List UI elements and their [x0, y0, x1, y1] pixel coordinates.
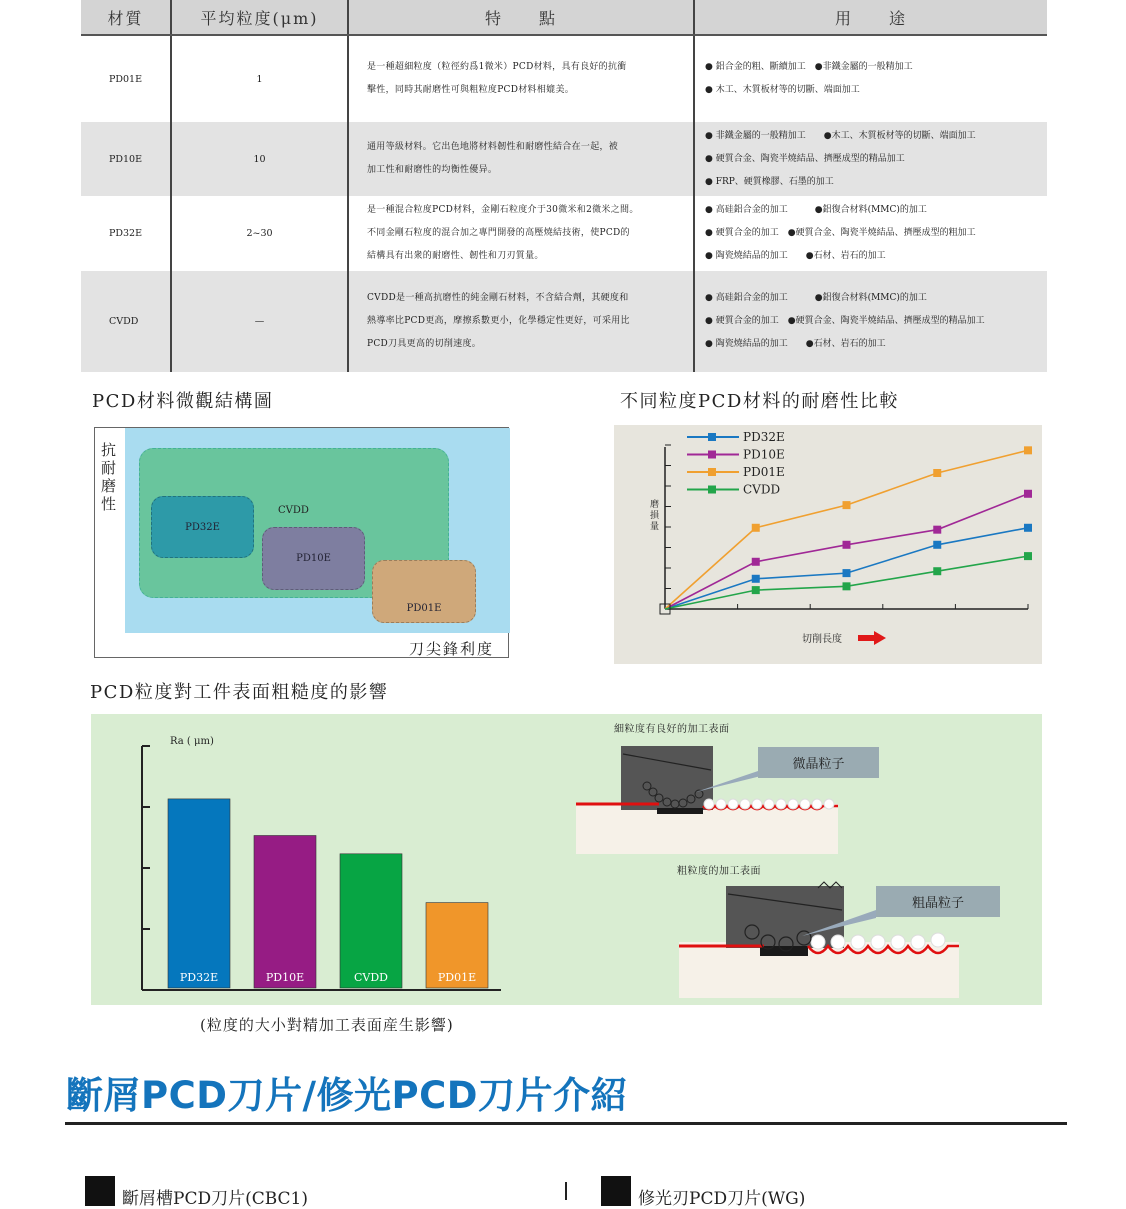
bar-pd32e — [168, 799, 230, 988]
header-material: 材質 — [81, 0, 172, 34]
table-header — [81, 0, 1047, 36]
pd32e-region — [151, 496, 254, 558]
wear-x-label: 切削長度 — [802, 634, 842, 645]
arrow-right-icon — [858, 631, 886, 645]
data-point — [843, 582, 851, 590]
fine-grain-label: 微晶粒子 — [758, 747, 879, 778]
wear-y-label: 磨損量 — [648, 499, 658, 532]
data-point — [843, 541, 851, 549]
table-row — [81, 36, 1047, 122]
uses-line: ● 陶瓷燒結品的加工 ●石材、岩石的加工 — [705, 251, 886, 261]
features-line: 通用等級材料。它出色地將材料韌性和耐磨性結合在一起，被 — [367, 142, 619, 152]
legend-marker — [708, 451, 716, 459]
data-point — [933, 541, 941, 549]
uses-line: ● 硬質合金的加工 ●硬質合金、陶瓷半燒結品、擠壓成型的精品加工 — [705, 316, 985, 326]
data-point — [843, 501, 851, 509]
grain-cell: — — [172, 271, 349, 372]
data-point — [933, 469, 941, 477]
header-features: 特 點 — [349, 0, 695, 34]
cvdd-label: CVDD — [278, 505, 309, 516]
grain-cell: 1 — [172, 36, 349, 122]
series-line-pd32e — [665, 528, 1028, 609]
roughness-bar-chart — [91, 714, 541, 1005]
material-table — [81, 0, 1047, 372]
data-point — [933, 526, 941, 534]
grain-cell: 10 — [172, 122, 349, 196]
features-line: 結構具有出衆的耐磨性、韌性和刀刃質量。 — [367, 251, 544, 261]
data-point — [843, 569, 851, 577]
material-cell: PD01E — [81, 36, 172, 122]
uses-cell — [695, 36, 1047, 122]
uses-line: ● 陶瓷燒結品的加工 ●石材、岩石的加工 — [705, 339, 886, 349]
grain-cell: 2~30 — [172, 196, 349, 271]
data-point — [1024, 490, 1032, 498]
uses-line: ● 高硅鋁合金的加工 ●鋁復合材料(MMC)的加工 — [705, 205, 927, 215]
wear-line-chart — [614, 425, 1042, 664]
pd10e-label: PD10E — [296, 553, 331, 564]
coarse-grain-label: 粗晶粒子 — [876, 886, 1000, 917]
bar-pd10e — [254, 836, 316, 989]
wg-heading: 修光刃PCD刀片(WG) — [638, 1189, 806, 1209]
data-point — [933, 567, 941, 575]
header-grain: 平均粒度(μm) — [172, 0, 349, 34]
uses-cell — [695, 122, 1047, 196]
series-line-pd10e — [665, 494, 1028, 609]
wear-chart — [614, 425, 1042, 664]
x-axis-label: 刀尖鋒利度 — [409, 640, 495, 658]
legend-label: PD01E — [743, 465, 785, 479]
title-rule — [65, 1122, 1067, 1125]
data-point — [752, 575, 760, 583]
legend-label: PD10E — [743, 447, 785, 462]
roughness-title: PCD粒度對工件表面粗糙度的影響 — [90, 682, 389, 703]
bullet-square-icon — [85, 1176, 115, 1206]
features-cell — [349, 271, 695, 372]
features-line: 擊性，同時其耐磨性可與粗粒度PCD材料相媲美。 — [367, 85, 575, 95]
uses-cell — [695, 196, 1047, 271]
data-point — [752, 524, 760, 532]
fine-surface-title: 細粒度有良好的加工表面 — [614, 724, 730, 735]
ra-axis-label: Ra ( μm) — [170, 736, 214, 747]
uses-line: ● 硬質合金、陶瓷半燒結品、擠壓成型的精品加工 — [705, 153, 905, 164]
uses-line: ● 高硅鋁合金的加工 ●鋁復合材料(MMC)的加工 — [705, 293, 927, 303]
features-cell — [349, 36, 695, 122]
bar-label: CVDD — [354, 971, 388, 984]
data-point — [752, 558, 760, 566]
uses-line: ● 硬質合金的加工 ●硬質合金、陶瓷半燒結品、擠壓成型的粗加工 — [705, 228, 976, 238]
uses-line: ● FRP、硬質橡膠、石墨的加工 — [705, 176, 834, 187]
bar-cvdd — [340, 854, 402, 988]
roughness-caption: (粒度的大小對精加工表面産生影響) — [200, 1016, 454, 1034]
features-line: CVDD是一種高抗磨性的純金剛石材料，不含結合劑，其硬度和 — [367, 293, 629, 303]
uses-line: ● 非鐵金屬的一般精加工 ●木工、木質板材等的切斷、端面加工 — [705, 130, 976, 141]
pd10e-region — [262, 527, 365, 590]
features-line: 是一種混合粒度PCD材料，金剛石粒度介于30微米和2微米之間。 — [367, 205, 639, 215]
column-divider — [565, 1182, 567, 1200]
bullet-square-icon — [601, 1176, 631, 1206]
table-row — [81, 122, 1047, 196]
features-cell — [349, 122, 695, 196]
features-line: 是一種超細粒度（粒徑約爲1微米）PCD材料，具有良好的抗衝 — [367, 62, 627, 72]
coarse-surface-title: 粗粒度的加工表面 — [677, 866, 761, 877]
microstructure-diagram — [94, 427, 509, 658]
legend-marker — [708, 433, 716, 441]
uses-line: ● 木工、木質板材等的切斷、端面加工 — [705, 85, 860, 95]
wear-chart-title: 不同粒度PCD材料的耐磨性比較 — [620, 391, 899, 412]
bar-label: PD10E — [265, 971, 305, 984]
y-axis-label: 抗耐磨性 — [99, 442, 117, 514]
header-uses: 用 途 — [834, 8, 907, 28]
uses-cell — [695, 271, 1047, 372]
legend-label: CVDD — [743, 482, 781, 497]
bar-label: PD01E — [437, 971, 477, 984]
features-cell — [349, 196, 695, 271]
pd01e-label: PD01E — [406, 603, 442, 614]
features-line: 不同金剛石粒度的混合加之專門開發的高壓燒結技術，使PCD的 — [367, 228, 630, 238]
legend-marker — [708, 468, 716, 476]
cbc1-heading: 斷屑槽PCD刀片(CBC1) — [122, 1189, 308, 1209]
features-line: 熱導率比PCD更高，摩擦系數更小，化學穩定性更好，可采用比 — [367, 316, 630, 326]
bar-label: PD32E — [179, 971, 219, 984]
features-line: 加工性和耐磨性的均衡性優异。 — [367, 165, 498, 175]
pd01e-region — [372, 560, 476, 623]
data-point — [1024, 524, 1032, 532]
features-line: PCD刀具更高的切削速度。 — [367, 339, 482, 349]
page-title: 斷屑PCD刀片/修光PCD刀片介紹 — [66, 1074, 628, 1117]
table-row — [81, 196, 1047, 271]
uses-line: ● 鋁合金的粗、斷續加工 ●非鐵金屬的一般精加工 — [705, 62, 913, 72]
legend-marker — [708, 486, 716, 494]
material-cell: PD10E — [81, 122, 172, 196]
data-point — [752, 586, 760, 594]
microstructure-title: PCD材料微觀結構圖 — [92, 391, 274, 412]
legend-label: PD32E — [743, 430, 785, 444]
pd32e-label: PD32E — [185, 521, 220, 533]
table-row — [81, 271, 1047, 372]
roughness-panel — [91, 714, 1042, 1005]
data-point — [1024, 552, 1032, 560]
material-cell: PD32E — [81, 196, 172, 271]
material-cell: CVDD — [81, 271, 172, 372]
data-point — [1024, 446, 1032, 454]
